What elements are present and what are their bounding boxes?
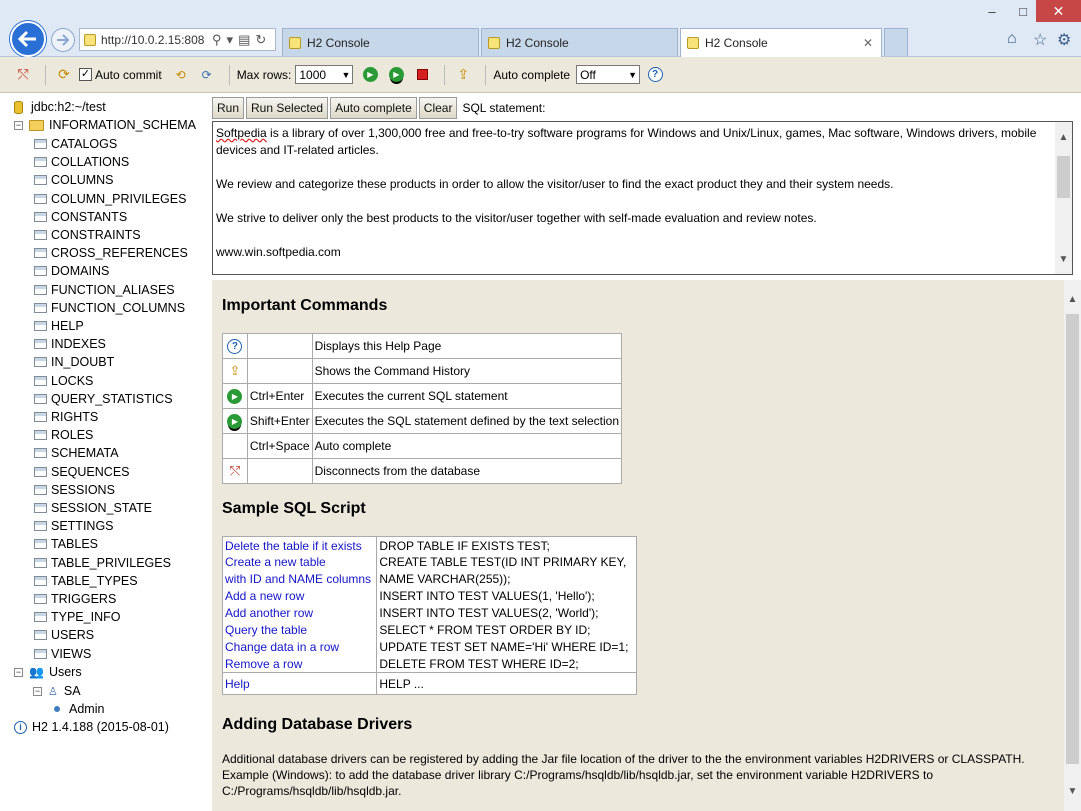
tree-table-item[interactable] [34, 262, 109, 280]
user-icon: ♙ [48, 685, 58, 698]
tree-table-item[interactable] [34, 463, 130, 481]
home-icon[interactable]: ⌂ [1007, 30, 1017, 47]
bullet-icon [54, 706, 60, 712]
tree-table-item[interactable] [34, 444, 119, 462]
tree-table-item[interactable] [34, 353, 114, 371]
back-button[interactable] [10, 21, 46, 57]
table-icon [34, 539, 47, 549]
disconnect-icon: ⤲ [229, 463, 241, 478]
sample-sql: UPDATE TEST SET NAME='Hi' WHERE ID=1; [377, 639, 637, 656]
table-icon [34, 412, 47, 422]
user-role: Admin [69, 702, 105, 716]
command-shortcut [247, 459, 312, 484]
sample-row [223, 588, 637, 605]
table-name: CROSS_REFERENCES [51, 246, 188, 261]
run-button[interactable]: Run [212, 97, 244, 119]
refresh-icon[interactable]: ↻ [255, 31, 267, 47]
info-icon: i [14, 721, 27, 734]
run-selected-icon[interactable]: ▶ [385, 64, 407, 86]
command-shortcut: Ctrl+Space [247, 434, 312, 459]
favorites-star-icon[interactable]: ☆ [1033, 32, 1048, 49]
table-icon [34, 321, 47, 331]
tree-table-item[interactable] [34, 517, 114, 535]
sample-link[interactable]: Query the table [223, 622, 377, 639]
tree-version [14, 718, 169, 736]
table-icon [34, 576, 47, 586]
table-icon [34, 521, 47, 531]
refresh-icon[interactable]: ⟳ [58, 66, 70, 82]
command-shortcut: Shift+Enter [247, 409, 312, 434]
table-name: SESSIONS [51, 482, 115, 497]
browser-chrome [0, 0, 1081, 57]
scroll-down-icon[interactable]: ▼ [1058, 253, 1069, 265]
tree-table-item[interactable] [34, 335, 106, 353]
command-description: Auto complete [312, 434, 621, 459]
important-commands-title: Important Commands [222, 297, 388, 314]
command-icon-cell [223, 359, 248, 384]
table-icon [34, 175, 47, 185]
clear-button[interactable]: Clear [419, 97, 458, 119]
table-icon [34, 376, 47, 386]
settings-gear-icon[interactable]: ⚙ [1057, 32, 1072, 49]
table-icon [34, 448, 47, 458]
sample-sql: SELECT * FROM TEST ORDER BY ID; [377, 622, 637, 639]
table-name: TABLE_PRIVILEGES [51, 555, 171, 570]
command-icon-cell [223, 409, 248, 434]
user-name: SA [63, 684, 81, 698]
tab-favicon-icon [687, 37, 699, 49]
run-icon[interactable]: ▶ [359, 64, 381, 86]
table-name: TRIGGERS [51, 592, 117, 606]
tree-table-item[interactable] [34, 226, 141, 244]
new-tab-button[interactable] [884, 28, 908, 56]
tree-table-item[interactable] [34, 299, 185, 317]
sample-link[interactable]: Remove a row [223, 656, 377, 673]
tab-title: H2 Console [307, 35, 370, 50]
scroll-down-icon[interactable]: ▼ [1067, 786, 1078, 797]
table-name: TABLES [51, 537, 99, 552]
auto-commit-checkbox[interactable]: ✓ [80, 68, 91, 80]
table-name: COLUMNS [51, 173, 114, 188]
table-name: LOCKS [51, 373, 94, 388]
commit-icon[interactable]: ⟲ [175, 67, 186, 82]
users-label: Users [48, 665, 82, 679]
command-icon-cell [223, 384, 248, 409]
table-icon [34, 612, 47, 622]
sql-toolbar [212, 96, 545, 120]
sql-line-first-word: Softpedia [216, 126, 267, 140]
command-description: Disconnects from the database [312, 459, 621, 484]
tree-table-item[interactable] [34, 190, 186, 208]
tree-table-item[interactable] [34, 244, 188, 262]
table-name: SCHEMATA [51, 446, 119, 461]
maximize-button[interactable]: □ [1019, 3, 1027, 19]
drivers-title: Adding Database Drivers [222, 716, 413, 733]
sql-line-text: is a library of over 1,300,000 free and free-to-try software programs for Windows and Unix/Linux, games, Mac software, Windows drivers, mobile devices and IT-related articles. [216, 126, 1037, 157]
schema-label: INFORMATION_SCHEMA [49, 118, 196, 132]
table-icon [34, 485, 47, 495]
table-name: CONSTRAINTS [51, 228, 141, 242]
table-name: CONSTANTS [51, 209, 128, 224]
tree-table-item[interactable] [34, 572, 138, 590]
scrollbar-thumb[interactable] [1057, 156, 1070, 198]
table-name: QUERY_STATISTICS [51, 391, 173, 406]
scrollbar-thumb[interactable] [1066, 314, 1079, 764]
run-icon: ▶ [227, 388, 242, 402]
disconnect-icon[interactable]: ⤲ [17, 66, 29, 82]
table-name: SETTINGS [51, 519, 114, 534]
command-icon-cell [223, 334, 248, 359]
sample-row-help [223, 673, 637, 695]
sample-row [223, 622, 637, 639]
tab-title: H2 Console [506, 35, 569, 50]
table-name: FUNCTION_ALIASES [51, 282, 175, 297]
collapse-icon[interactable]: − [15, 666, 22, 677]
sample-link[interactable]: Create a new table [223, 554, 377, 571]
run-selected-button[interactable]: Run Selected [246, 97, 328, 119]
command-description: Shows the Command History [312, 359, 621, 384]
browser-tab-active[interactable] [680, 28, 882, 57]
sample-sql-title: Sample SQL Script [222, 500, 366, 517]
toolbar-separator [485, 65, 486, 85]
tab-favicon-icon [488, 37, 500, 49]
auto-complete-button[interactable]: Auto complete [330, 97, 417, 119]
table-name: VIEWS [51, 646, 92, 661]
tree-table-item[interactable] [34, 481, 115, 499]
sample-link[interactable]: Add another row [223, 605, 377, 622]
history-icon: ⇪ [229, 363, 241, 378]
h2-toolbar [0, 57, 1081, 93]
toolbar-separator [444, 65, 445, 85]
sample-row [223, 605, 637, 622]
sql-line: We review and categorize these products in order to allow the visitor/user to find the exact product they and their system needs. [216, 177, 894, 191]
command-row [223, 384, 622, 409]
help-sql: HELP ... [377, 673, 637, 695]
help-icon: ? [227, 338, 242, 352]
folder-icon [29, 120, 44, 131]
table-name: COLUMN_PRIVILEGES [51, 191, 187, 206]
browser-tab[interactable] [282, 28, 479, 56]
sample-sql: NAME VARCHAR(255)); [377, 571, 637, 588]
auto-complete-value: Off [580, 67, 596, 82]
sample-row [223, 656, 637, 673]
table-name: DOMAINS [51, 264, 110, 279]
tree-table-item[interactable] [34, 171, 114, 189]
command-shortcut: Ctrl+Enter [247, 384, 312, 409]
tab-title: H2 Console [705, 36, 768, 50]
table-icon [34, 157, 47, 167]
max-rows-select[interactable] [295, 65, 353, 84]
result-scrollbar[interactable] [1064, 280, 1081, 811]
page-favicon-icon [84, 34, 96, 46]
tree-table-item[interactable] [34, 535, 98, 553]
scroll-up-icon[interactable]: ▲ [1058, 131, 1069, 143]
dropdown-arrow-icon[interactable]: ▾ [226, 31, 234, 47]
browser-tab[interactable] [481, 28, 678, 56]
table-icon [34, 248, 47, 258]
stop-icon[interactable] [411, 64, 433, 86]
table-name: TABLE_TYPES [51, 573, 138, 588]
table-icon [34, 430, 47, 440]
tab-favicon-icon [289, 37, 301, 49]
tree-users[interactable] [14, 663, 82, 681]
tree-table-item[interactable] [34, 317, 84, 335]
compatibility-view-icon[interactable]: ▤ [238, 31, 251, 47]
sample-sql: INSERT INTO TEST VALUES(2, 'World'); [377, 605, 637, 622]
table-name: CATALOGS [51, 137, 118, 151]
sample-sql: INSERT INTO TEST VALUES(1, 'Hello'); [377, 588, 637, 605]
sample-link[interactable]: Delete the table if it exists [223, 537, 377, 554]
table-name: COLLATIONS [51, 155, 130, 170]
tree-table-item[interactable] [34, 153, 129, 171]
help-icon[interactable]: ? [644, 64, 666, 86]
sample-row [223, 571, 637, 588]
run-selected-icon: ▶ [227, 413, 242, 427]
tree-table-item[interactable] [34, 608, 120, 626]
forward-button[interactable] [51, 28, 75, 52]
tree-table-item[interactable] [34, 135, 117, 153]
table-icon [34, 285, 47, 295]
connection-label: jdbc:h2:~/test [31, 100, 106, 114]
help-link[interactable]: Help [223, 673, 377, 695]
sample-sql-table [222, 536, 637, 695]
table-name: ROLES [51, 428, 94, 443]
table-icon [34, 139, 47, 149]
sql-scrollbar[interactable] [1055, 122, 1072, 274]
table-icon [34, 212, 47, 222]
chevron-down-icon: ▼ [341, 69, 351, 80]
sample-sql: DROP TABLE IF EXISTS TEST; [377, 537, 637, 554]
tree-table-item[interactable] [34, 408, 98, 426]
chevron-down-icon: ▼ [628, 69, 638, 80]
tree-table-item[interactable] [34, 390, 173, 408]
close-window-button[interactable]: ✕ [1036, 0, 1081, 22]
auto-commit-label: Auto commit [95, 67, 162, 82]
toolbar-separator [45, 65, 46, 85]
table-name: TYPE_INFO [51, 610, 121, 625]
command-shortcut [247, 334, 312, 359]
tree-connection[interactable] [14, 98, 106, 116]
toolbar-separator [229, 65, 230, 85]
commands-table [222, 333, 622, 484]
schema-tree [0, 94, 210, 811]
sql-line: We strive to deliver only the best products to the visitor/user together with self-made evaluation and review notes. [216, 211, 817, 225]
version-label: H2 1.4.188 (2015-08-01) [32, 720, 169, 734]
sample-row [223, 639, 637, 656]
sample-row [223, 554, 637, 571]
arrow-left-icon [18, 30, 38, 48]
table-icon [34, 558, 47, 568]
tree-table-item[interactable] [34, 554, 171, 572]
tree-schema[interactable] [14, 116, 196, 134]
sample-sql: CREATE TABLE TEST(ID INT PRIMARY KEY, [377, 554, 637, 571]
table-icon [34, 503, 47, 513]
command-description: Executes the SQL statement defined by the text selection [312, 409, 621, 434]
address-bar[interactable] [79, 28, 276, 51]
minimize-button[interactable]: – [988, 3, 996, 19]
sample-link[interactable]: Add a new row [223, 588, 377, 605]
collapse-icon[interactable]: − [34, 685, 41, 696]
tree-table-item[interactable] [34, 590, 116, 608]
command-description: Executes the current SQL statement [312, 384, 621, 409]
tree-user-role[interactable] [54, 700, 104, 718]
table-icon [34, 230, 47, 240]
result-panel [212, 280, 1081, 811]
table-name: IN_DOUBT [51, 355, 115, 370]
table-name: SESSION_STATE [51, 501, 152, 515]
table-name: USERS [51, 628, 95, 643]
command-icon-cell [223, 434, 248, 459]
table-icon [34, 194, 47, 204]
table-name: HELP [51, 319, 84, 333]
max-rows-label: Max rows: [236, 67, 292, 82]
rollback-icon[interactable]: ⟳ [201, 67, 212, 82]
command-shortcut [247, 359, 312, 384]
tree-user[interactable] [33, 682, 81, 700]
sql-editor[interactable] [212, 121, 1073, 275]
table-icon [34, 394, 47, 404]
sql-line [216, 125, 1054, 159]
sample-link[interactable]: Change data in a row [223, 639, 377, 656]
command-row [223, 409, 622, 434]
tree-table-item[interactable] [34, 426, 93, 444]
drivers-text: Additional database drivers can be registered by adding the Jar file location of the driver to the the environment variables H2DRIVERS or CLASSPATH. Example (Windows): to add the database driver library C:/Programs/hsqldb/lib/hsqldb.jar, set the environment variable H2DRIVERS to C:/Programs/hsqldb/lib/hsqldb.jar. [222, 752, 1025, 798]
auto-complete-label: Auto complete [493, 67, 571, 82]
command-description: Displays this Help Page [312, 334, 621, 359]
sample-row [223, 537, 637, 554]
table-name: FUNCTION_COLUMNS [51, 300, 186, 315]
table-icon [34, 303, 47, 313]
scroll-up-icon[interactable]: ▲ [1067, 294, 1078, 305]
table-icon [34, 339, 47, 349]
tree-table-item[interactable] [34, 499, 152, 517]
table-icon [34, 630, 47, 640]
table-name: SEQUENCES [51, 464, 130, 479]
table-icon [34, 467, 47, 477]
command-row [223, 459, 622, 484]
command-row [223, 359, 622, 384]
history-icon[interactable]: ⇪ [457, 66, 470, 82]
collapse-icon[interactable]: − [15, 119, 22, 130]
tree-table-item[interactable] [34, 645, 91, 663]
database-icon [14, 101, 23, 114]
users-icon: 👥 [29, 665, 44, 679]
table-icon [34, 649, 47, 659]
command-icon-cell [223, 459, 248, 484]
table-icon [34, 266, 47, 276]
command-row [223, 434, 622, 459]
tree-table-item[interactable] [34, 208, 127, 226]
table-name: RIGHTS [51, 410, 99, 424]
table-name: INDEXES [51, 337, 106, 352]
auto-complete-select[interactable] [576, 65, 640, 84]
sample-sql: DELETE FROM TEST WHERE ID=2; [377, 656, 637, 673]
tree-table-item[interactable] [34, 372, 93, 390]
tree-table-item[interactable] [34, 626, 94, 644]
address-url: http://10.0.2.15:808 [101, 32, 205, 47]
table-icon [34, 594, 47, 604]
table-icon [34, 357, 47, 367]
tree-table-item[interactable] [34, 281, 175, 299]
sample-link[interactable]: with ID and NAME columns [223, 571, 377, 588]
sql-line: www.win.softpedia.com [216, 245, 341, 259]
search-icon[interactable]: ⚲ [212, 31, 222, 47]
close-tab-icon[interactable]: ✕ [862, 36, 873, 50]
arrow-right-icon [56, 34, 70, 46]
command-row [223, 334, 622, 359]
sql-statement-label: SQL statement: [462, 101, 546, 115]
max-rows-value: 1000 [299, 67, 327, 82]
